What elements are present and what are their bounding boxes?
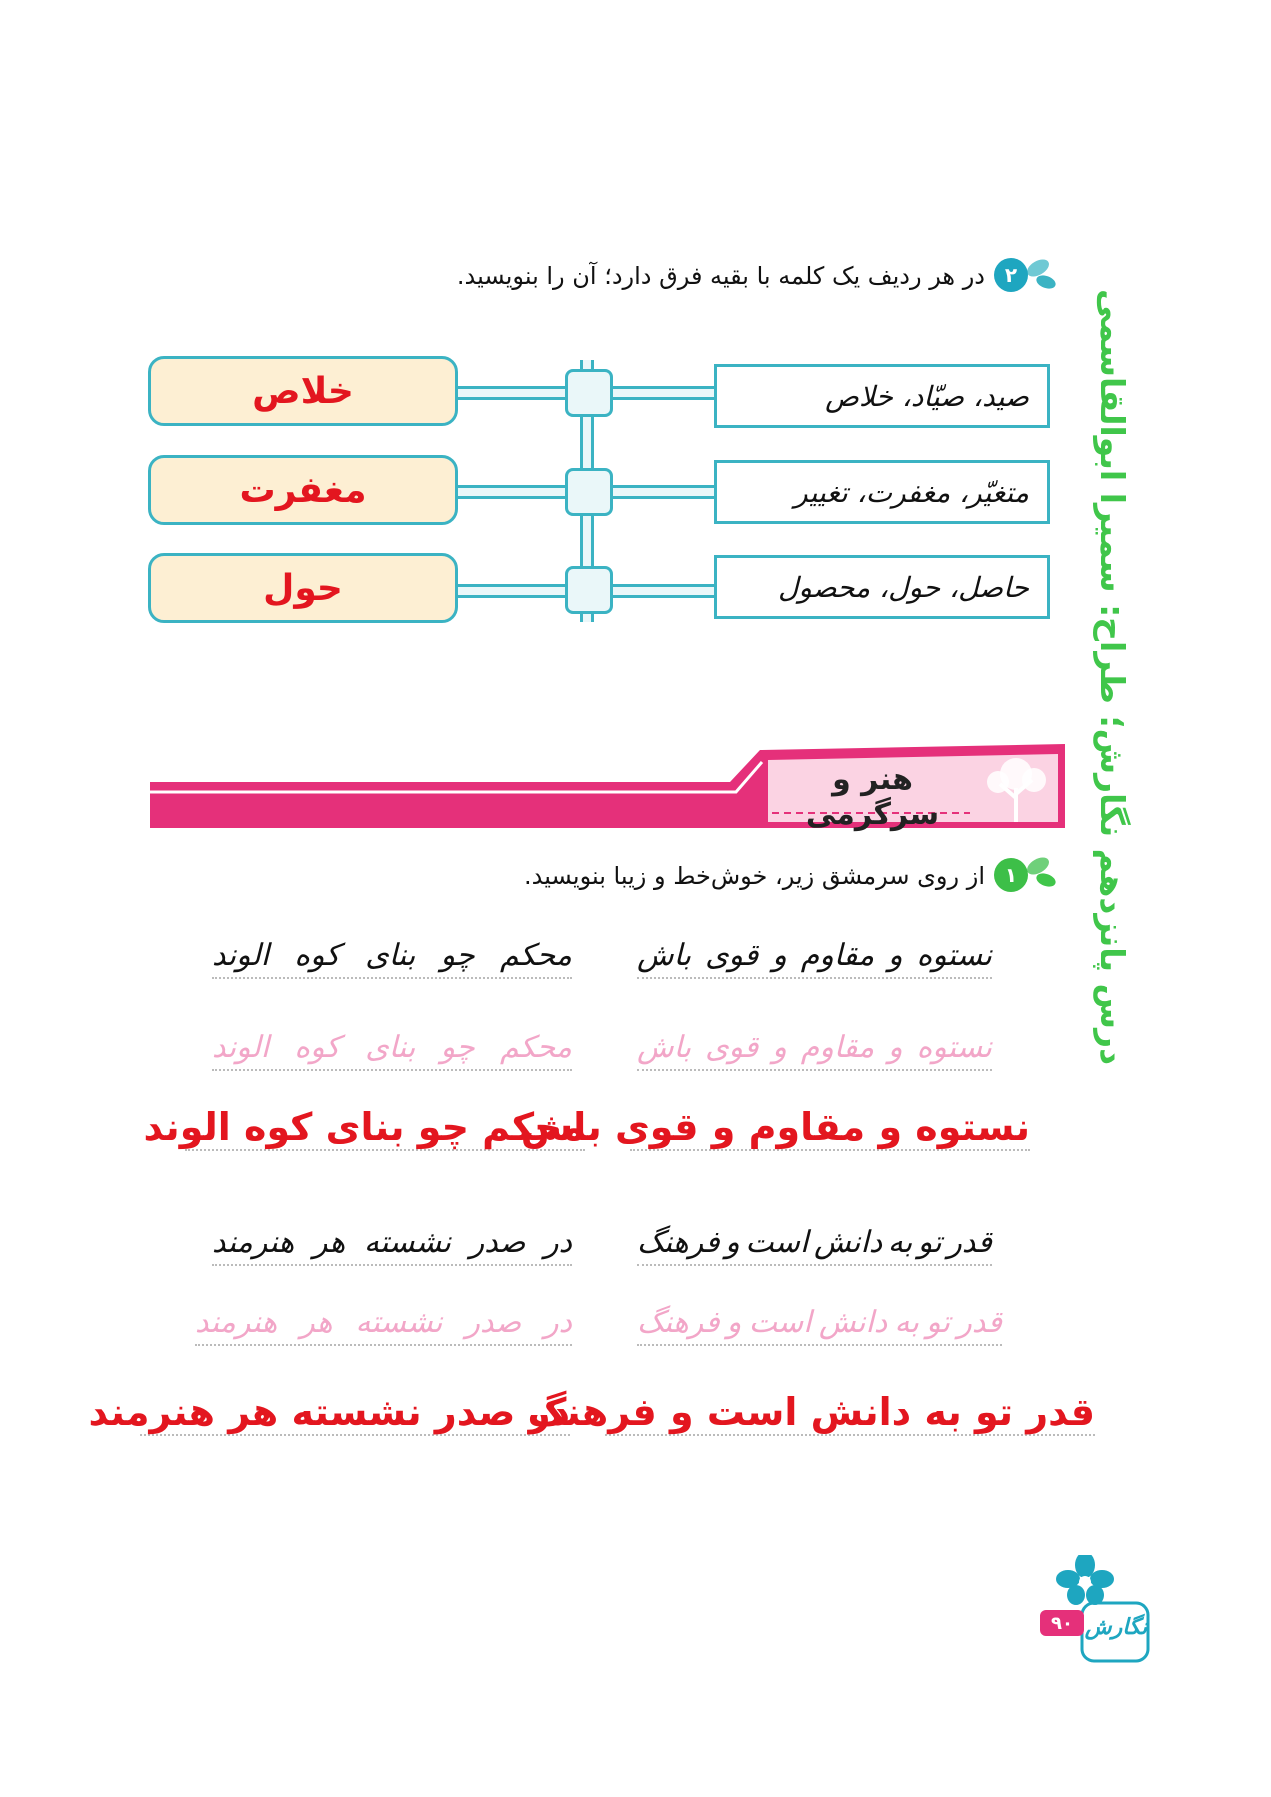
word: و (888, 1030, 903, 1065)
word: محکم (500, 1030, 572, 1065)
word: صدر (469, 1225, 526, 1260)
answer-box (148, 356, 458, 426)
junction-node (565, 369, 613, 417)
word: به (894, 1305, 919, 1340)
word: بنای (365, 1030, 416, 1065)
model-line-left (212, 1225, 572, 1266)
trace-line-left (195, 1305, 572, 1346)
student-answer-left: در صدر نشسته هر هنرمند (88, 1390, 570, 1434)
exercise-2-title: در هر ردیف یک کلمه با بقیه فرق دارد؛ آن را بنویسید. (456, 262, 985, 290)
word: هر (300, 1305, 333, 1340)
word: دانش (813, 1225, 883, 1260)
word: مقاوم (800, 1030, 875, 1065)
word: در (544, 1305, 572, 1340)
answer-box (148, 553, 458, 623)
word: الوند (212, 1030, 270, 1065)
word: هنرمند (212, 1225, 295, 1260)
page-number-badge (1040, 1610, 1084, 1636)
word: نستوه (916, 938, 992, 973)
word: الوند (212, 938, 270, 973)
word: چو (440, 938, 475, 973)
word: قوی (705, 1030, 759, 1065)
word: و (726, 1305, 742, 1340)
side-note: درس پانزدهم نگارش؛ طراح: سمیرا ابوالقاسمی (1093, 289, 1132, 1065)
word: قوی (705, 938, 759, 973)
word: چو (440, 1030, 475, 1065)
word: نشسته (355, 1305, 443, 1340)
matching-diagram (0, 0, 1271, 700)
word: مقاوم (800, 938, 875, 973)
word: قدر (957, 1305, 1002, 1340)
footer-logo (1040, 1555, 1150, 1665)
word: و (888, 938, 903, 973)
trace-line-left (212, 1030, 572, 1071)
student-answer-right: قدر تو به دانش است و فرهنگ (527, 1390, 1095, 1434)
logo-text: نگارش (1084, 1615, 1148, 1640)
word: قدر (947, 1225, 992, 1260)
word: نشسته (364, 1225, 452, 1260)
exercise-number-badge (994, 858, 1028, 892)
answer-box (148, 455, 458, 525)
word: کوه (294, 1030, 340, 1065)
answer-text: مغفرت (239, 469, 367, 511)
section-banner (150, 740, 1070, 832)
word: نستوه (916, 1030, 992, 1065)
exercise-number: ۱ (1004, 863, 1018, 887)
student-answer-left: محکم چو بنای کوه الوند (143, 1105, 585, 1149)
word: تو (926, 1305, 951, 1340)
word-group-box (714, 460, 1050, 524)
junction-node (565, 566, 613, 614)
model-line-left (212, 938, 572, 979)
word: باش (637, 938, 692, 973)
word: است (745, 1225, 809, 1260)
word: کوه (294, 938, 340, 973)
banner-title: هنر و سرگرمی (805, 762, 940, 832)
word: تو (917, 1225, 942, 1260)
word-group-box (714, 555, 1050, 619)
word-group-text: صید، صیّاد، خلاص (825, 379, 1029, 413)
word: و (772, 1030, 787, 1065)
exercise-1-title: از روی سرمشق زیر، خوش‌خط و زیبا بنویسید. (524, 862, 985, 890)
word: فرهنگ (637, 1305, 720, 1340)
word: هر (312, 1225, 346, 1260)
word: و (772, 938, 787, 973)
word: هنرمند (195, 1305, 278, 1340)
model-line-right (637, 1225, 992, 1266)
student-answer-right: نستوه و مقاوم و قوی باش (520, 1105, 1030, 1149)
word: به (887, 1225, 913, 1260)
junction-node (565, 468, 613, 516)
trace-line-right (637, 1030, 992, 1071)
word: است (748, 1305, 812, 1340)
word: محکم (500, 938, 572, 973)
word: باش (637, 1030, 692, 1065)
word: در (544, 1225, 572, 1260)
word: و (725, 1225, 740, 1260)
answer-text: خلاص (252, 370, 354, 412)
word-group-text: حاصل، حول، محصول (778, 570, 1029, 604)
trace-line-right (637, 1305, 1002, 1346)
word: فرهنگ (637, 1225, 720, 1260)
word: بنای (365, 938, 416, 973)
word-group-box (714, 364, 1050, 428)
word: صدر (465, 1305, 522, 1340)
word: دانش (818, 1305, 888, 1340)
exercise-number: ۲ (1004, 263, 1018, 287)
answer-text: حول (263, 567, 343, 609)
page-number: ۹۰ (1051, 1612, 1073, 1634)
model-line-right (637, 938, 992, 979)
word-group-text: متغیّر، مغفرت، تغییر (794, 475, 1029, 509)
tree-icon (970, 752, 1062, 824)
